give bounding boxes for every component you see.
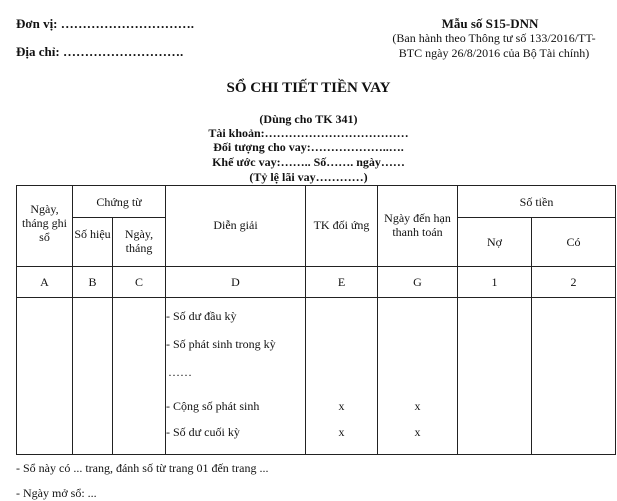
- header-dien-giai: Diễn giải: [213, 218, 258, 232]
- code-g: G: [413, 275, 422, 289]
- don-vi-label: Đơn vị: ………………………….: [16, 16, 195, 31]
- row-dots: ……: [168, 365, 192, 379]
- header-ngay-ghi-so: Ngày, tháng ghi sổ: [22, 202, 67, 244]
- header-no: Nợ: [486, 235, 502, 249]
- page-title: SỔ CHI TIẾT TIỀN VAY: [226, 80, 391, 96]
- footer-line-1: - Sổ này có ... trang, đánh số từ trang 01 đến trang ...: [16, 461, 269, 475]
- khe-uoc-line: Khế ước vay:…….. Số……. ngày……: [212, 155, 405, 169]
- ledger-table: [16, 185, 616, 455]
- form-note-line-1: (Ban hành theo Thông tư số 133/2016/TT-: [392, 31, 596, 45]
- header-so-hieu: Số hiệu: [74, 227, 111, 241]
- header-ngay-den-han: Ngày đến hạn thanh toán: [384, 211, 451, 239]
- row-so-phat-sinh: - Số phát sinh trong kỳ: [166, 337, 276, 351]
- form-note-line-2: BTC ngày 26/8/2016 của Bộ Tài chính): [398, 46, 590, 60]
- code-e: E: [337, 275, 346, 289]
- header-ngay-thang: Ngày, tháng: [124, 227, 154, 255]
- header-tk-doi-ung: TK đối ứng: [313, 218, 370, 232]
- code-1: 1: [491, 275, 498, 289]
- code-d: D: [231, 275, 240, 289]
- form-code: Mẫu số S15-DNN: [441, 16, 539, 31]
- code-2: 2: [570, 275, 577, 289]
- x-mark-tk-cong: x: [338, 399, 345, 413]
- footer-line-2: - Ngày mở sổ: ...: [16, 486, 97, 500]
- row-so-du-cuoi-ky: - Số dư cuối kỳ: [166, 425, 240, 439]
- dia-chi-label: Địa chỉ: ……………………….: [16, 44, 184, 59]
- header-chung-tu: Chứng từ: [96, 195, 142, 209]
- ty-le-line: (Tỷ lệ lãi vay…………): [249, 170, 368, 184]
- code-b: B: [88, 275, 97, 289]
- sub-title: (Dùng cho TK 341): [259, 112, 358, 126]
- tai-khoan-line: Tài khoản:………………………………: [208, 126, 409, 140]
- x-mark-han-cuoi: x: [414, 425, 421, 439]
- row-so-du-dau-ky: - Số dư đầu kỳ: [166, 309, 237, 323]
- x-mark-han-cong: x: [414, 399, 421, 413]
- x-mark-tk-cuoi: x: [338, 425, 345, 439]
- doi-tuong-line: Đối tượng cho vay:………………..….: [213, 140, 404, 154]
- header-so-tien: Số tiền: [519, 195, 554, 209]
- code-c: C: [134, 275, 143, 289]
- header-co: Có: [566, 235, 581, 249]
- code-a: A: [40, 275, 49, 289]
- row-cong-so-phat-sinh: - Cộng số phát sinh: [166, 399, 260, 413]
